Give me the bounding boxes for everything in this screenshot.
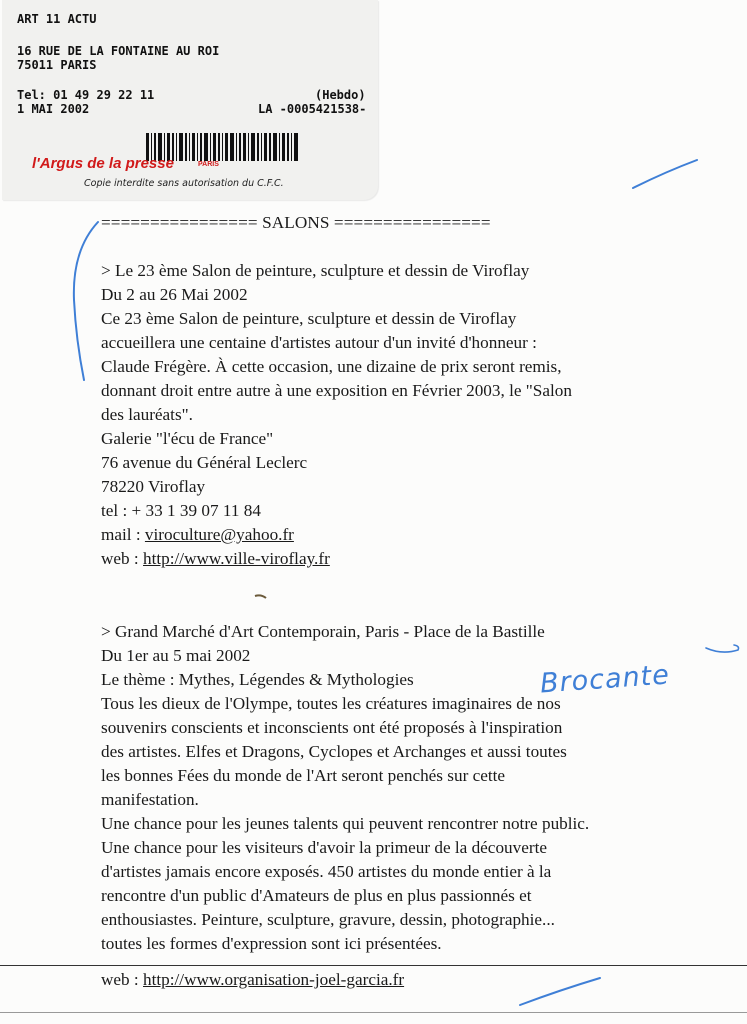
article-line: donnant droit entre autre à une exposition en Février 2003, le "Salon <box>101 381 572 400</box>
pen-stroke <box>520 978 600 1005</box>
article-line: Du 1er au 5 mai 2002 <box>101 646 251 665</box>
pen-stroke <box>74 222 98 380</box>
article-line: les bonnes Fées du monde de l'Art seront penchés sur cette <box>101 766 506 785</box>
article-line: des lauréats". <box>101 405 193 424</box>
article-line: toutes les formes d'expression sont ici présentées. <box>101 934 442 953</box>
article-heading: > Le 23 ème Salon de peinture, sculpture et dessin de Viroflay <box>101 261 530 280</box>
smudge <box>255 595 266 598</box>
article-line: Ce 23 ème Salon de peinture, sculpture et dessin de Viroflay <box>101 309 517 328</box>
web-label: web : <box>101 549 144 568</box>
article-line: enthousiastes. Peinture, sculpture, gravure, dessin, photographie... <box>101 910 555 929</box>
frequency: (Hebdo) <box>315 88 366 102</box>
article-line: d'artistes jamais encore exposés. 450 artistes du monde entier à la <box>101 862 552 881</box>
article-line: Une chance pour les jeunes talents qui peuvent rencontrer notre public. <box>101 814 590 833</box>
telephone: Tel: 01 49 29 22 11 <box>17 88 155 102</box>
web-link[interactable]: http://www.ville-viroflay.fr <box>143 549 330 568</box>
argus-logo: l'Argus de la presse <box>32 155 174 172</box>
handwritten-annotation: Brocante <box>539 659 671 700</box>
article-line: Une chance pour les visiteurs d'avoir la primeur de la découverte <box>101 838 547 857</box>
pen-stroke <box>633 160 697 188</box>
web-link[interactable]: http://www.organisation-joel-garcia.fr <box>143 970 405 989</box>
article-line: Tous les dieux de l'Olympe, toutes les créatures imaginaires de nos <box>101 694 561 713</box>
article-line: Claude Frégère. À cette occasion, une dizaine de prix seront remis, <box>101 357 562 376</box>
article-line: manifestation. <box>101 790 199 809</box>
reference-number: LA -0005421538- <box>258 102 367 116</box>
section-header: ================ SALONS ================ <box>101 213 491 232</box>
web-label: web : <box>101 970 144 989</box>
article-line: accueillera une centaine d'artistes autour d'un invité d'honneur : <box>101 333 537 352</box>
article-heading: > Grand Marché d'Art Contemporain, Paris - Place de la Bastille <box>101 622 545 641</box>
article-line: Le thème : Mythes, Légendes & Mythologies <box>101 670 414 689</box>
article-line: souvenirs conscients et inconscients ont été proposés à l'inspiration <box>101 718 563 737</box>
mail-link[interactable]: viroculture@yahoo.fr <box>144 525 294 544</box>
argus-city: PARIS <box>198 161 219 168</box>
article-line: des artistes. Elfes et Dragons, Cyclopes et Archanges et aussi toutes <box>101 742 567 761</box>
address-line-1: 16 RUE DE LA FONTAINE AU ROI <box>17 44 220 58</box>
address-line-2: 75011 PARIS <box>17 58 97 72</box>
issue-date: 1 MAI 2002 <box>17 102 90 116</box>
copyright-notice: Copie interdite sans autorisation du C.F.C. <box>84 178 284 189</box>
article-line: 78220 Viroflay <box>101 477 206 496</box>
source-name: ART 11 ACTU <box>17 12 97 26</box>
article-line: Galerie "l'écu de France" <box>101 429 274 448</box>
pen-stroke <box>706 645 739 652</box>
article-line: rencontre d'un public d'Amateurs de plus en plus passionnés et <box>101 886 532 905</box>
article-line: Du 2 au 26 Mai 2002 <box>101 285 248 304</box>
mail-label: mail : <box>101 525 145 544</box>
article-line: 76 avenue du Général Leclerc <box>101 453 308 472</box>
article-line: tel : + 33 1 39 07 11 84 <box>101 501 261 520</box>
